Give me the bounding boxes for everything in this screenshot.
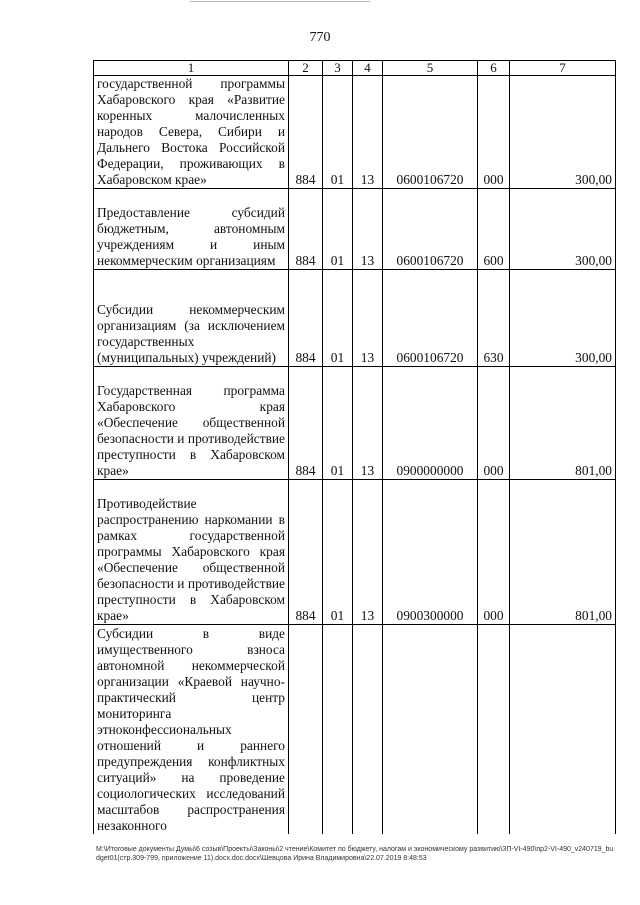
row-code: 884 — [289, 480, 323, 625]
row-section: 01 — [323, 367, 353, 480]
table-row — [94, 625, 616, 834]
table-row — [94, 480, 616, 625]
row-amount: 801,00 — [510, 480, 616, 625]
row-description: Государственная программа Хабаровского края «Обеспечение общественной безопасности и противодействие преступности в Хабаровском крае» — [94, 367, 289, 480]
row-target-article: 0600106720 — [383, 270, 478, 367]
row-section — [323, 625, 353, 834]
table-row — [94, 189, 616, 270]
header-col-4: 4 — [353, 61, 383, 76]
row-target-article: 0900000000 — [383, 367, 478, 480]
table-header-row — [94, 61, 616, 76]
row-subsection: 13 — [353, 480, 383, 625]
row-description: Субсидии в виде имущественного взноса автономной некоммерческой организации «Краевой научно-практический центр мониторинга этноконфессиональных отношений и раннего предупреждения конфликтных ситуаций» на проведение социологических исследований масштабов распространения незаконного — [94, 625, 289, 834]
file-path-footer: М:\Итоговые документы Думы\6 созыв\Проекты\Законы\2 чтение\Комитет по бюджету, налогам и экономическому развитию\ЗП-VI-490\пр2-VI-490_v240719_budget01(стр.309-799, приложение 11).docx.doc.docx\Шевцова Ирина Владимировна\22.07.2019 8:48:53 — [96, 846, 614, 862]
row-amount: 300,00 — [510, 189, 616, 270]
row-target-article: 0600106720 — [383, 76, 478, 189]
row-expense-type: 000 — [478, 480, 510, 625]
row-expense-type: 000 — [478, 76, 510, 189]
row-expense-type: 630 — [478, 270, 510, 367]
row-amount: 300,00 — [510, 270, 616, 367]
row-subsection — [353, 625, 383, 834]
row-description: Предоставление субсидий бюджетным, автономным учреждениям и иным некоммерческим организациям — [94, 189, 289, 270]
header-col-7: 7 — [510, 61, 616, 76]
table-row — [94, 367, 616, 480]
row-amount: 300,00 — [510, 76, 616, 189]
header-col-5: 5 — [383, 61, 478, 76]
row-expense-type: 600 — [478, 189, 510, 270]
row-target-article: 0600106720 — [383, 189, 478, 270]
row-target-article — [383, 625, 478, 834]
header-col-6: 6 — [478, 61, 510, 76]
row-target-article: 0900300000 — [383, 480, 478, 625]
row-subsection: 13 — [353, 270, 383, 367]
budget-table — [93, 60, 616, 834]
header-col-3: 3 — [323, 61, 353, 76]
row-code: 884 — [289, 189, 323, 270]
row-amount: 801,00 — [510, 367, 616, 480]
row-subsection: 13 — [353, 189, 383, 270]
row-expense-type: 000 — [478, 367, 510, 480]
row-code — [289, 625, 323, 834]
row-description: государственной программы Хабаровского края «Развитие коренных малочисленных народов Севера, Сибири и Дальнего Востока Российской Федерации, проживающих в Хабаровском крае» — [94, 76, 289, 189]
row-section: 01 — [323, 76, 353, 189]
row-expense-type — [478, 625, 510, 834]
row-code: 884 — [289, 367, 323, 480]
row-description: Противодействие распространению наркомании в рамках государственной программы Хабаровского края «Обеспечение общественной безопасности и противодействие преступности в Хабаровском крае» — [94, 480, 289, 625]
header-col-2: 2 — [289, 61, 323, 76]
row-section: 01 — [323, 480, 353, 625]
row-code: 884 — [289, 76, 323, 189]
row-amount — [510, 625, 616, 834]
scan-artifact — [190, 1, 370, 2]
row-subsection: 13 — [353, 76, 383, 189]
row-description: Субсидии некоммерческим организациям (за исключением государственных (муниципальных) учреждений) — [94, 270, 289, 367]
row-section: 01 — [323, 189, 353, 270]
row-section: 01 — [323, 270, 353, 367]
table-row — [94, 76, 616, 189]
row-subsection: 13 — [353, 367, 383, 480]
page-number: 770 — [309, 30, 331, 45]
table-row — [94, 270, 616, 367]
row-code: 884 — [289, 270, 323, 367]
header-col-1: 1 — [94, 61, 289, 76]
